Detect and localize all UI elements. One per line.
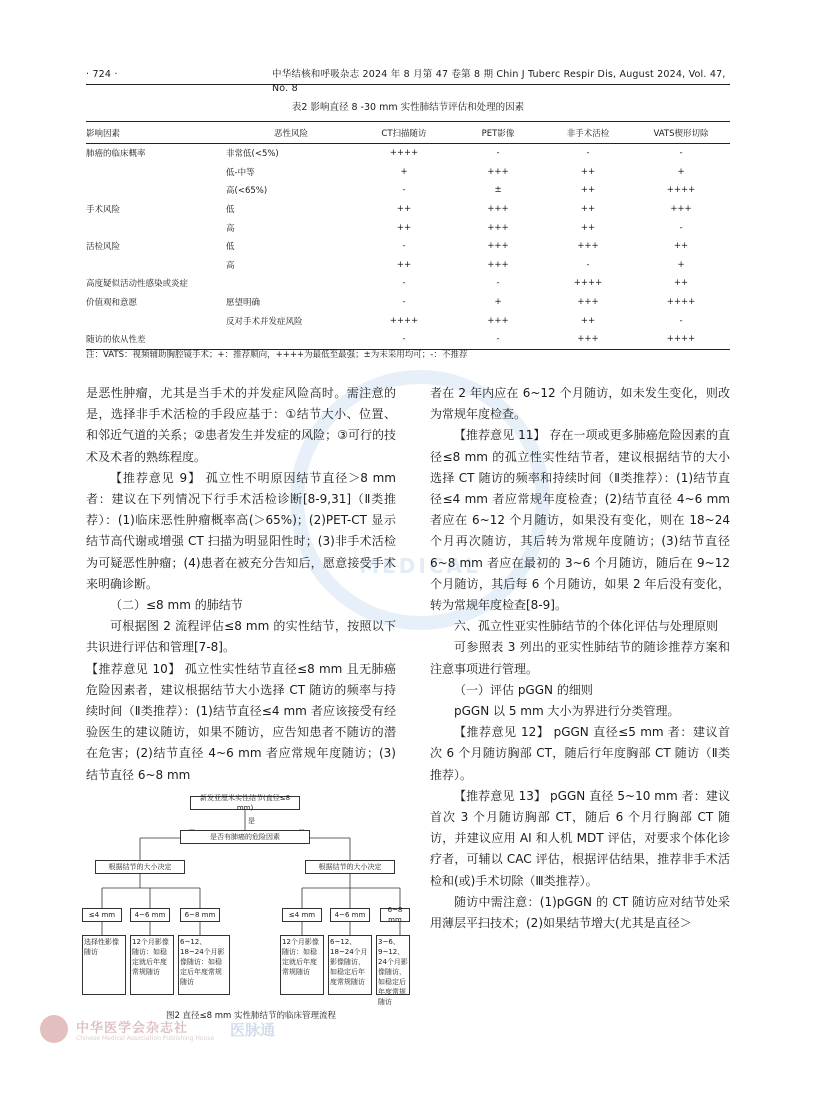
body-paragraph: 【推荐意见 9】 孤立性不明原因结节直径＞8 mm 者：建议在下列情况下行手术活检诊断[8-9,31]（Ⅱ类推荐）：(1)临床恶性肿瘤概率高(＞65%)；(2)PET-CT 显示结节高代谢或增强 CT 扫描为明显阳性时；(3)非手术活检为可疑恶性肿瘤；(4)患者在被充分告知后，愿意接受手术来明确诊断。	[86, 470, 396, 591]
table-cell: 低-中等	[226, 167, 255, 178]
brand-logo: 医脉通	[230, 1021, 276, 1039]
body-paragraph: 随访中需注意：(1)pGGN 的 CT 随访应对结节处采用薄层平扫技术；(2)如果结节增大(尤其是直径＞	[430, 894, 730, 931]
table-cell	[86, 311, 226, 330]
table-row	[86, 311, 730, 330]
table-cell: +++	[544, 330, 632, 349]
table-cell: +	[677, 259, 685, 270]
table-cell: +++	[487, 259, 509, 270]
table-cell: ++	[580, 315, 596, 326]
table-cell: -	[496, 278, 500, 289]
publisher-seal-icon	[40, 1015, 68, 1043]
publisher-name: 中华医学会杂志社	[76, 1021, 189, 1036]
table-cell: +	[494, 297, 502, 308]
left-text-column	[86, 383, 396, 786]
table-cell	[86, 218, 226, 237]
table-cell: ++	[580, 185, 596, 196]
flow-size-box: 6~8 mm	[380, 908, 410, 922]
table-cell: ++	[673, 278, 689, 289]
flow-action-box: 12个月影像随访：如稳定就后年度常规随访	[280, 935, 324, 995]
body-paragraph: 【推荐意见 10】 孤立性实性结节直径≤8 mm 且无肺癌危险因素者，建议根据结节大小选择 CT 随访的频率与持续时间（Ⅱ类推荐）：(1)结节直径≤4 mm 者应该接受有经验医生的建议随访，如果不随访，应告知患者不随访的潜在危害；(2)结节直径 4~6 mm 者应常规年度随访；(3)结节直径 6~8 mm	[86, 661, 396, 782]
flow-action-box: 6~12、18~24个月影像随访，如稳定后年度常规随访	[328, 935, 372, 995]
body-paragraph: 六、孤立性亚实性肺结节的个体化评估与处理原则	[454, 619, 719, 634]
publisher-name-en: Chinese Medical Association Publishing House	[76, 1035, 215, 1042]
flow-start-box: 新发亚厘米实性结节(直径≤8 mm)	[190, 796, 300, 810]
body-paragraph: （二）≤8 mm 的肺结节	[110, 598, 243, 613]
table-cell: -	[496, 148, 500, 159]
table-header-row	[86, 122, 730, 144]
table-cell: ++++	[389, 315, 419, 326]
table-cell: 反对手术并发症风险	[226, 316, 303, 327]
table-cell: ++	[673, 241, 689, 252]
flow-size-box: 4~6 mm	[130, 908, 170, 922]
table-cell: -	[679, 148, 683, 159]
body-paragraph: 【推荐意见 13】 pGGN 直径 5~10 mm 者：建议首次 3 个月随访胸部 CT，随后 6 个月行胸部 CT 随访，并建议应用 AI 和人机 MDT 评估，对要求个体化诊疗者，可辅以 CAC 评估，根据评估结果，推荐非手术活检和(或)手术切除（Ⅲ类推荐）。	[430, 788, 730, 888]
publisher-logo	[40, 1015, 370, 1051]
body-paragraph: 【推荐意见 12】 pGGN 直径≤5 mm 者：建议首次 6 个月随访胸部 CT，随后行年度胸部 CT 随访（Ⅱ类推荐）。	[430, 725, 730, 782]
table-row	[86, 144, 730, 163]
table-cell: +++	[487, 166, 509, 177]
flow-question-box: 是否有肺癌的危险因素	[180, 830, 310, 844]
page-number: · 724 ·	[86, 69, 118, 80]
table-cell: +++	[577, 297, 599, 308]
flow-size-box: 4~6 mm	[330, 908, 370, 922]
table-cell: +++	[577, 241, 599, 252]
table-cell: -	[402, 297, 406, 308]
flow-left-branch: 根据结节的大小决定	[95, 860, 185, 874]
table-cell: ++	[580, 166, 596, 177]
table-cell: +++	[487, 315, 509, 326]
table-footnote: 注：VATS：视频辅助胸腔镜手术；+：推荐顺向，++++为最低至最强；±为未采用均可；-：不推荐	[86, 350, 468, 360]
table-cell: -	[586, 148, 590, 159]
flow-yes-label: 是	[248, 817, 255, 825]
flow-action-box: 3~6、9~12、24个月影像随访，如稳定后年度常规随访	[376, 935, 410, 995]
table-cell: 价值观和意愿	[86, 298, 138, 309]
watermark-text: MEDICAL	[359, 554, 481, 578]
table-cell	[226, 330, 356, 349]
table-cell: +++	[487, 222, 509, 233]
table-cell: ++	[396, 204, 412, 215]
body-paragraph: 可参照表 3 列出的亚实性肺结节的随诊推荐方案和注意事项进行管理。	[430, 640, 730, 676]
table-cell: 高	[226, 260, 235, 271]
table-row	[86, 200, 730, 219]
table-cell: +++	[487, 241, 509, 252]
table-cell: 手术风险	[86, 205, 121, 216]
journal-citation: 中华结核和呼吸杂志 2024 年 8 月第 47 卷第 8 期 Chin J Tuberc Respir Dis, August 2024, Vol. 47, No. 8	[272, 69, 726, 94]
table-cell	[86, 181, 226, 200]
table-cell	[86, 163, 226, 182]
table-row	[86, 163, 730, 182]
table-row	[86, 274, 730, 293]
flow-action-box: 6~12、18~24个月影像随访：如稳定后年度常规随访	[178, 935, 230, 995]
table-cell: ++++	[632, 330, 730, 349]
table-cell: 肺癌的临床概率	[86, 149, 146, 160]
table-cell: +	[400, 166, 408, 177]
table-cell: 高	[226, 223, 235, 234]
table-header-cell: 非手术活检	[544, 122, 632, 144]
body-paragraph: 【推荐意见 11】 存在一项或更多肺癌危险因素的直径≤8 mm 的孤立性实性结节者，建议根据结节的大小选择 CT 随访的频率和持续时间（Ⅱ类推荐）：(1)结节直径≤4 mm 者应常规年度检查；(2)结节直径 4~6 mm 者应在 6~12 个月随访，如果没有变化，则在 18~24 个月再次随访，其后转为常规年度随访；(3)结节直径 6~8 mm 者应在最初的 3~6 个月随访，随后在 9~12 个月随访，其后每 6 个月随访，如果 2 年后没有变化，转为常规年度检查[8-9]。	[430, 428, 730, 613]
table-cell: ++++	[389, 148, 419, 159]
table-cell: -	[452, 330, 544, 349]
flow-action-box: 选择性影像随访	[82, 935, 126, 995]
table-cell: 愿望明确	[226, 298, 261, 309]
table-cell: ±	[494, 185, 502, 196]
flow-right-branch: 根据结节的大小决定	[305, 860, 395, 874]
table-row	[86, 181, 730, 200]
table-row	[86, 330, 730, 349]
table-row	[86, 256, 730, 275]
table-body	[86, 144, 730, 350]
body-paragraph: pGGN 以 5 mm 大小为界进行分类管理。	[454, 704, 680, 719]
table-cell: 非常低(<5%)	[226, 149, 279, 160]
figure-caption: 图2 直径≤8 mm 实性肺结节的临床管理流程	[165, 1011, 337, 1021]
table-header-cell: 影响因素	[86, 122, 226, 144]
table-row	[86, 218, 730, 237]
table-cell	[226, 274, 356, 293]
table-cell: -	[679, 222, 683, 233]
table-cell: -	[679, 315, 683, 326]
table-cell: -	[402, 278, 406, 289]
table-cell: 高(<65%)	[226, 186, 268, 197]
running-header	[86, 68, 730, 94]
figure-2-flowchart	[80, 790, 410, 1030]
flow-size-box: 6~8 mm	[180, 908, 220, 922]
table-cell: ++++	[666, 297, 696, 308]
table-row	[86, 237, 730, 256]
table-header-cell: PET影像	[452, 122, 544, 144]
table-header-cell: 恶性风险	[226, 122, 356, 144]
header-rule	[86, 84, 730, 85]
table-header-cell: CT扫描随访	[356, 122, 452, 144]
table-cell: 低	[226, 205, 235, 216]
body-paragraph: 者在 2 年内应在 6~12 个月随访，如未发生变化，则改为常规年度检查。	[430, 386, 730, 422]
table-cell: ++	[580, 204, 596, 215]
table-cell: ++++	[666, 185, 696, 196]
body-paragraph: 可根据图 2 流程评估≤8 mm 的实性结节，按照以下共识进行评估和管理[7-8]。	[86, 619, 396, 655]
table-cell: -	[356, 330, 452, 349]
table-cell: +++	[670, 204, 692, 215]
table-cell: -	[402, 241, 406, 252]
table-cell: ++++	[573, 278, 603, 289]
table-cell: +++	[487, 204, 509, 215]
body-paragraph: （一）评估 pGGN 的细则	[454, 682, 593, 697]
table-cell: ++	[580, 222, 596, 233]
table-cell: ++	[396, 222, 412, 233]
flow-size-box: ≤4 mm	[82, 908, 122, 922]
table-cell	[86, 256, 226, 275]
flow-size-box: ≤4 mm	[282, 908, 322, 922]
table-row	[86, 293, 730, 312]
table-cell: 高度疑似活动性感染或炎症	[86, 279, 189, 290]
table-cell: 低	[226, 242, 235, 253]
table-header-cell: VATS楔形切除	[632, 122, 730, 144]
table-cell: +	[677, 166, 685, 177]
table-title: 表2 影响直径 8 -30 mm 实性肺结节评估和处理的因素	[291, 102, 525, 113]
flow-action-box: 12个月影像随访：如稳定就后年度常规随访	[130, 935, 174, 995]
table-cell: ++	[396, 259, 412, 270]
table-cell: 活检风险	[86, 242, 121, 253]
table-cell: -	[402, 185, 406, 196]
table-cell: 随访的依从性差	[86, 330, 226, 349]
factors-table	[86, 121, 730, 350]
body-paragraph: 是恶性肿瘤，尤其是当手术的并发症风险高时。需注意的是，选择非手术活检的手段应基于：①结节大小、位置、和邻近气道的关系；②患者发生并发症的风险；③可行的技术及术者的熟练程度。	[86, 386, 396, 464]
right-text-column	[430, 383, 730, 934]
table-cell: -	[586, 259, 590, 270]
